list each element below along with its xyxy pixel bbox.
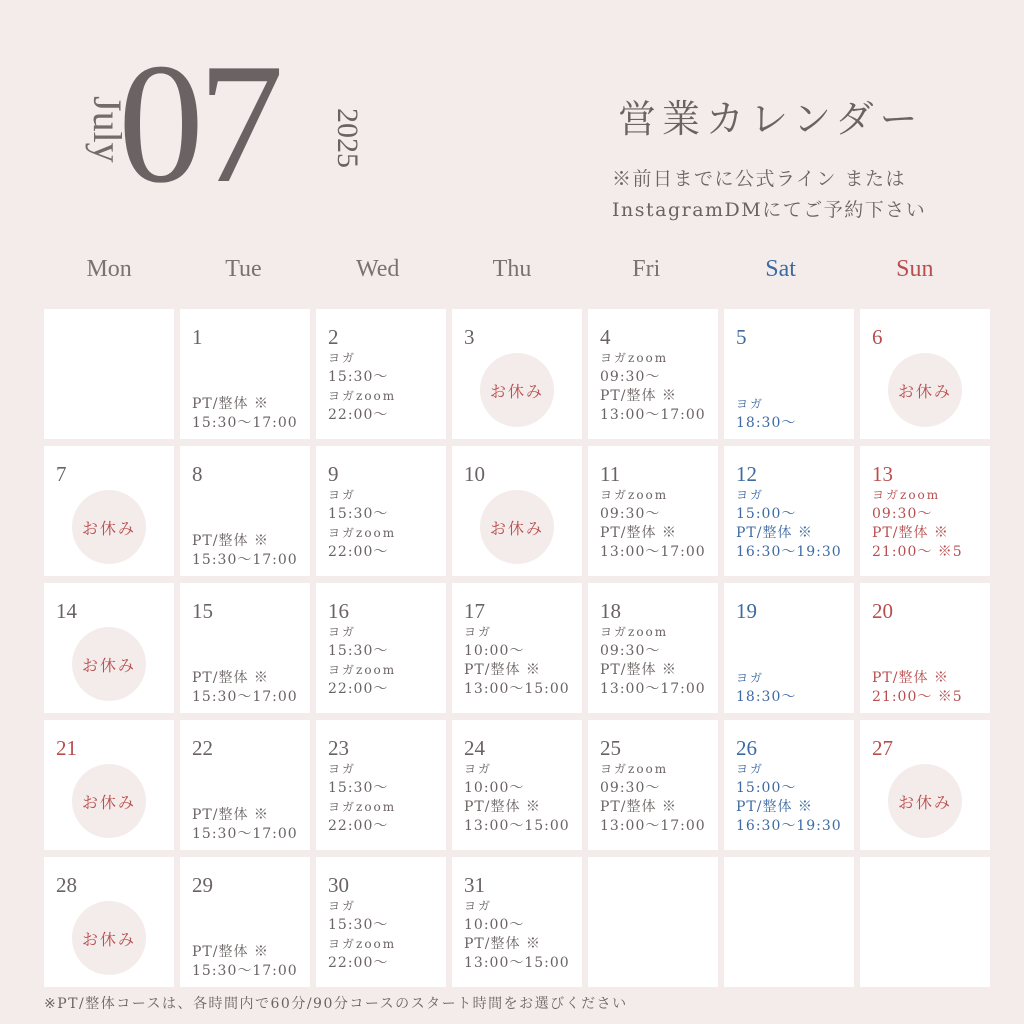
schedule-entry: ヨガzoom bbox=[328, 526, 397, 540]
schedule-entry: 13:00〜17:00 bbox=[600, 681, 706, 697]
schedule-entry: PT/整体 ※ bbox=[600, 799, 677, 815]
day-cell-23 bbox=[316, 720, 446, 850]
weekday-tue: Tue bbox=[225, 256, 262, 282]
schedule-entries bbox=[600, 486, 710, 562]
schedule-entry: 10:00〜 bbox=[464, 780, 525, 796]
schedule-entries bbox=[600, 349, 710, 425]
schedule-entries bbox=[736, 486, 846, 562]
schedule-entry: 18:30〜 bbox=[736, 415, 797, 431]
day-cell-18 bbox=[588, 583, 718, 713]
schedule-entries bbox=[328, 897, 438, 973]
schedule-entries bbox=[192, 806, 306, 844]
schedule-entry: 15:30〜17:00 bbox=[192, 963, 298, 979]
schedule-entry: 15:30〜 bbox=[328, 369, 389, 385]
day-cell-6 bbox=[860, 309, 990, 439]
schedule-entries bbox=[600, 623, 710, 699]
schedule-entry: PT/整体 ※ bbox=[600, 662, 677, 678]
schedule-entries bbox=[600, 760, 710, 836]
schedule-entry: 22:00〜 bbox=[328, 955, 389, 971]
day-number: 11 bbox=[600, 462, 621, 486]
day-cell-25 bbox=[588, 720, 718, 850]
schedule-entries bbox=[328, 623, 438, 699]
calendar-grid bbox=[44, 309, 980, 987]
schedule-entry: 09:30〜 bbox=[600, 643, 661, 659]
day-number: 14 bbox=[56, 599, 77, 623]
day-cell-8 bbox=[180, 446, 310, 576]
day-number: 22 bbox=[192, 736, 213, 760]
day-cell-30 bbox=[316, 857, 446, 987]
schedule-entries bbox=[736, 395, 850, 433]
schedule-entry: PT/整体 ※ bbox=[464, 662, 541, 678]
schedule-entry: ヨガzoom bbox=[600, 762, 669, 776]
schedule-entries bbox=[328, 349, 438, 425]
notice-line-2: InstagramDMにてご予約下さい bbox=[612, 199, 927, 221]
schedule-entry: 09:30〜 bbox=[872, 506, 933, 522]
day-number: 13 bbox=[872, 462, 893, 486]
closed-badge: お休み bbox=[888, 353, 962, 427]
schedule-entry: 13:00〜17:00 bbox=[600, 544, 706, 560]
schedule-entry: 21:00〜 ※5 bbox=[872, 689, 963, 705]
schedule-entry: ヨガ bbox=[464, 625, 493, 639]
schedule-entry: 22:00〜 bbox=[328, 681, 389, 697]
empty-cell bbox=[44, 309, 174, 439]
schedule-entries bbox=[464, 760, 574, 836]
day-number: 21 bbox=[56, 736, 77, 760]
schedule-entries bbox=[872, 669, 986, 707]
schedule-entry: ヨガ bbox=[736, 762, 765, 776]
schedule-entry: 15:30〜 bbox=[328, 643, 389, 659]
day-cell-20 bbox=[860, 583, 990, 713]
day-cell-1 bbox=[180, 309, 310, 439]
schedule-entry: ヨガzoom bbox=[328, 389, 397, 403]
weekday-sat: Sat bbox=[765, 256, 796, 282]
schedule-entries bbox=[736, 669, 850, 707]
schedule-entry: PT/整体 ※ bbox=[192, 807, 269, 823]
schedule-entries bbox=[328, 486, 438, 562]
day-number: 6 bbox=[872, 325, 883, 349]
day-cell-14 bbox=[44, 583, 174, 713]
notice-line-1: ※前日までに公式ライン または bbox=[612, 168, 906, 190]
day-cell-28 bbox=[44, 857, 174, 987]
schedule-entry: 10:00〜 bbox=[464, 917, 525, 933]
day-number: 10 bbox=[464, 462, 485, 486]
empty-cell bbox=[860, 857, 990, 987]
schedule-entry: 13:00〜15:00 bbox=[464, 818, 570, 834]
schedule-entry: 15:30〜17:00 bbox=[192, 415, 298, 431]
schedule-entries bbox=[192, 943, 306, 981]
closed-badge: お休み bbox=[72, 490, 146, 564]
day-number: 30 bbox=[328, 873, 349, 897]
schedule-entry: 10:00〜 bbox=[464, 643, 525, 659]
day-number: 23 bbox=[328, 736, 349, 760]
month-number: 07 bbox=[118, 29, 278, 219]
day-cell-19 bbox=[724, 583, 854, 713]
day-cell-9 bbox=[316, 446, 446, 576]
day-number: 2 bbox=[328, 325, 339, 349]
schedule-entry: PT/整体 ※ bbox=[192, 670, 269, 686]
schedule-entry: ヨガzoom bbox=[872, 488, 941, 502]
schedule-entry: 18:30〜 bbox=[736, 689, 797, 705]
day-cell-3 bbox=[452, 309, 582, 439]
schedule-entry: ヨガzoom bbox=[328, 937, 397, 951]
day-cell-16 bbox=[316, 583, 446, 713]
day-number: 28 bbox=[56, 873, 77, 897]
schedule-entry: ヨガzoom bbox=[600, 351, 669, 365]
schedule-entry: 22:00〜 bbox=[328, 544, 389, 560]
day-cell-17 bbox=[452, 583, 582, 713]
schedule-entry: 15:30〜 bbox=[328, 780, 389, 796]
schedule-entry: ヨガzoom bbox=[328, 663, 397, 677]
schedule-entry: 15:00〜 bbox=[736, 780, 797, 796]
day-number: 15 bbox=[192, 599, 213, 623]
day-number: 1 bbox=[192, 325, 203, 349]
day-cell-26 bbox=[724, 720, 854, 850]
schedule-entry: ヨガ bbox=[464, 899, 493, 913]
closed-badge: お休み bbox=[72, 901, 146, 975]
day-cell-7 bbox=[44, 446, 174, 576]
day-number: 4 bbox=[600, 325, 611, 349]
schedule-entry: PT/整体 ※ bbox=[600, 525, 677, 541]
schedule-entry: 13:00〜15:00 bbox=[464, 955, 570, 971]
schedule-entry: ヨガ bbox=[464, 762, 493, 776]
calendar-title: 営業カレンダー bbox=[618, 97, 924, 141]
schedule-entry: PT/整体 ※ bbox=[736, 799, 813, 815]
schedule-entry: ヨガ bbox=[328, 762, 357, 776]
schedule-entry: ヨガ bbox=[736, 488, 765, 502]
schedule-entry: PT/整体 ※ bbox=[464, 936, 541, 952]
schedule-entry: 15:30〜 bbox=[328, 506, 389, 522]
year-label: 2025 bbox=[331, 108, 364, 168]
schedule-entry: PT/整体 ※ bbox=[600, 388, 677, 404]
schedule-entry: 13:00〜17:00 bbox=[600, 818, 706, 834]
schedule-entry: 15:30〜17:00 bbox=[192, 826, 298, 842]
day-number: 9 bbox=[328, 462, 339, 486]
day-number: 24 bbox=[464, 736, 485, 760]
weekday-thu: Thu bbox=[492, 256, 532, 282]
schedule-entry: ヨガ bbox=[328, 899, 357, 913]
day-number: 16 bbox=[328, 599, 349, 623]
schedule-entry: ヨガzoom bbox=[328, 800, 397, 814]
schedule-entry: 16:30〜19:30 bbox=[736, 818, 842, 834]
day-cell-15 bbox=[180, 583, 310, 713]
closed-badge: お休み bbox=[72, 764, 146, 838]
schedule-entry: ヨガ bbox=[328, 351, 357, 365]
day-cell-31 bbox=[452, 857, 582, 987]
weekday-header bbox=[42, 256, 982, 288]
day-cell-13 bbox=[860, 446, 990, 576]
day-cell-29 bbox=[180, 857, 310, 987]
day-cell-5 bbox=[724, 309, 854, 439]
schedule-entry: 22:00〜 bbox=[328, 407, 389, 423]
schedule-entry: 15:30〜17:00 bbox=[192, 689, 298, 705]
day-cell-2 bbox=[316, 309, 446, 439]
schedule-entry: ヨガ bbox=[736, 397, 765, 411]
day-number: 26 bbox=[736, 736, 757, 760]
day-number: 27 bbox=[872, 736, 893, 760]
schedule-entry: PT/整体 ※ bbox=[872, 525, 949, 541]
day-number: 12 bbox=[736, 462, 757, 486]
day-cell-27 bbox=[860, 720, 990, 850]
day-number: 25 bbox=[600, 736, 621, 760]
schedule-entry: 09:30〜 bbox=[600, 506, 661, 522]
day-number: 18 bbox=[600, 599, 621, 623]
weekday-fri: Fri bbox=[632, 256, 661, 282]
schedule-entries bbox=[464, 623, 574, 699]
reservation-notice bbox=[612, 164, 926, 226]
schedule-entry: 09:30〜 bbox=[600, 780, 661, 796]
weekday-wed: Wed bbox=[356, 256, 400, 282]
schedule-entry: PT/整体 ※ bbox=[872, 670, 949, 686]
schedule-entries bbox=[328, 760, 438, 836]
day-cell-21 bbox=[44, 720, 174, 850]
day-cell-11 bbox=[588, 446, 718, 576]
day-number: 8 bbox=[192, 462, 203, 486]
schedule-entry: ヨガzoom bbox=[600, 488, 669, 502]
day-cell-12 bbox=[724, 446, 854, 576]
day-number: 29 bbox=[192, 873, 213, 897]
weekday-mon: Mon bbox=[86, 256, 132, 282]
day-number: 31 bbox=[464, 873, 485, 897]
schedule-entry: PT/整体 ※ bbox=[192, 944, 269, 960]
day-cell-10 bbox=[452, 446, 582, 576]
schedule-entries bbox=[872, 486, 982, 562]
closed-badge: お休み bbox=[480, 490, 554, 564]
day-cell-22 bbox=[180, 720, 310, 850]
schedule-entry: PT/整体 ※ bbox=[192, 396, 269, 412]
day-cell-4 bbox=[588, 309, 718, 439]
schedule-entry: 13:00〜15:00 bbox=[464, 681, 570, 697]
schedule-entry: ヨガ bbox=[328, 625, 357, 639]
footer-note: ※PT/整体コースは、各時間内で60分/90分コースのスタート時間をお選びください bbox=[44, 996, 628, 1012]
day-cell-24 bbox=[452, 720, 582, 850]
schedule-entry: ヨガzoom bbox=[600, 625, 669, 639]
schedule-entry: 15:00〜 bbox=[736, 506, 797, 522]
schedule-entry: 13:00〜17:00 bbox=[600, 407, 706, 423]
schedule-entry: 15:30〜17:00 bbox=[192, 552, 298, 568]
schedule-entry: 22:00〜 bbox=[328, 818, 389, 834]
schedule-entry: 21:00〜 ※5 bbox=[872, 544, 963, 560]
day-number: 7 bbox=[56, 462, 67, 486]
schedule-entries bbox=[192, 669, 306, 707]
day-number: 17 bbox=[464, 599, 485, 623]
empty-cell bbox=[588, 857, 718, 987]
schedule-entry: 15:30〜 bbox=[328, 917, 389, 933]
day-number: 19 bbox=[736, 599, 757, 623]
day-number: 20 bbox=[872, 599, 893, 623]
closed-badge: お休み bbox=[72, 627, 146, 701]
schedule-entries bbox=[192, 532, 306, 570]
schedule-entries bbox=[192, 395, 306, 433]
schedule-entries bbox=[736, 760, 846, 836]
month-label: July bbox=[85, 96, 130, 163]
day-number: 3 bbox=[464, 325, 475, 349]
weekday-sun: Sun bbox=[896, 256, 934, 282]
schedule-entry: ヨガ bbox=[328, 488, 357, 502]
empty-cell bbox=[724, 857, 854, 987]
schedule-entries bbox=[464, 897, 574, 973]
schedule-entry: ヨガ bbox=[736, 671, 765, 685]
schedule-entry: PT/整体 ※ bbox=[192, 533, 269, 549]
schedule-entry: 16:30〜19:30 bbox=[736, 544, 842, 560]
schedule-entry: 09:30〜 bbox=[600, 369, 661, 385]
schedule-entry: PT/整体 ※ bbox=[464, 799, 541, 815]
closed-badge: お休み bbox=[888, 764, 962, 838]
closed-badge: お休み bbox=[480, 353, 554, 427]
schedule-entry: PT/整体 ※ bbox=[736, 525, 813, 541]
day-number: 5 bbox=[736, 325, 747, 349]
